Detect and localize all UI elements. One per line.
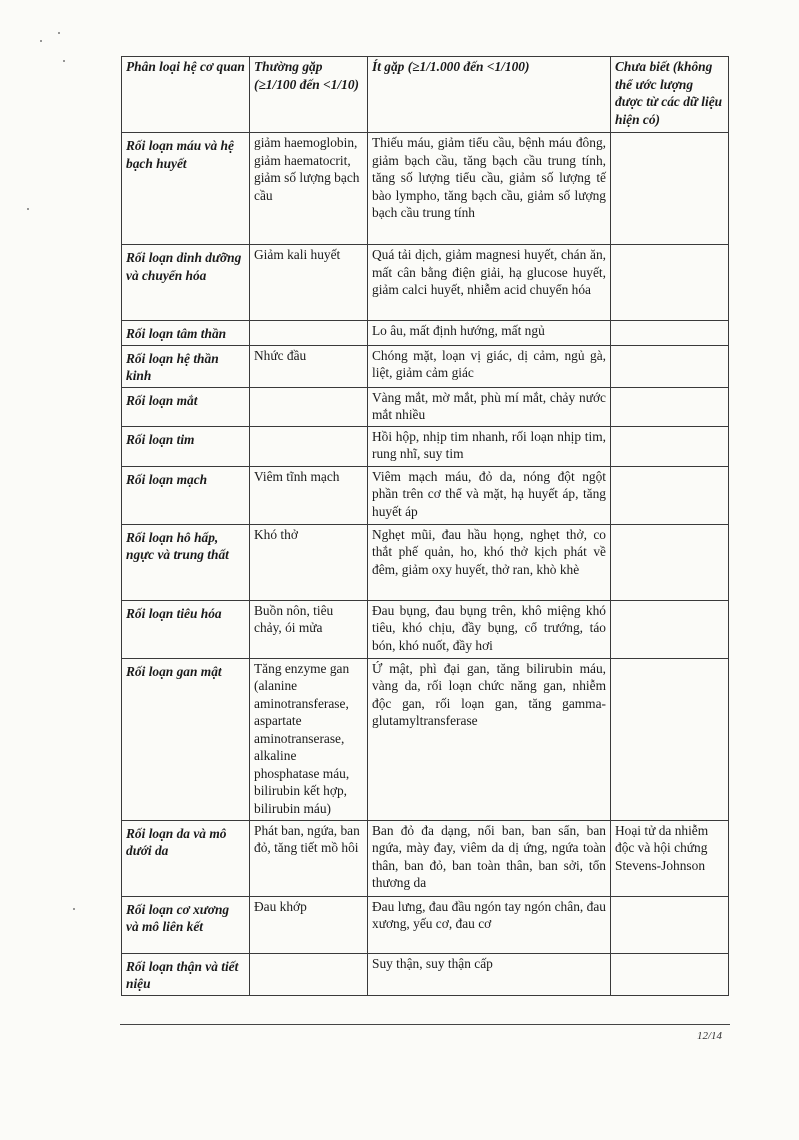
common-cell xyxy=(250,321,368,346)
scan-speck xyxy=(73,908,75,910)
common-cell: Phát ban, ngứa, ban đỏ, tăng tiết mồ hôi xyxy=(250,820,368,896)
table-row xyxy=(122,245,729,321)
unknown-cell xyxy=(611,426,729,466)
adverse-reactions-table xyxy=(121,56,729,996)
uncommon-cell: Đau lưng, đau đầu ngón tay ngón chân, đau xương, yếu cơ, đau cơ xyxy=(368,896,611,953)
common-cell xyxy=(250,387,368,426)
unknown-cell xyxy=(611,466,729,524)
table-row xyxy=(122,820,729,896)
table-row xyxy=(122,321,729,346)
uncommon-cell: Lo âu, mất định hướng, mất ngủ xyxy=(368,321,611,346)
organ-class-cell: Rối loạn dinh dưỡng và chuyển hóa xyxy=(122,245,250,321)
footer-divider xyxy=(120,1024,730,1025)
uncommon-cell: Suy thận, suy thận cấp xyxy=(368,953,611,995)
unknown-cell xyxy=(611,524,729,600)
organ-class-cell: Rối loạn mạch xyxy=(122,466,250,524)
table-row xyxy=(122,600,729,658)
table-row xyxy=(122,345,729,387)
uncommon-cell: Đau bụng, đau bụng trên, khô miệng khó tiêu, khó chịu, đầy bụng, cổ trướng, táo bón, khó nuốt, đầy hơi xyxy=(368,600,611,658)
common-cell: Khó thở xyxy=(250,524,368,600)
common-cell: Nhức đầu xyxy=(250,345,368,387)
table-row xyxy=(122,426,729,466)
common-cell: Đau khớp xyxy=(250,896,368,953)
organ-class-cell: Rối loạn hệ thần kinh xyxy=(122,345,250,387)
uncommon-cell: Viêm mạch máu, đỏ da, nóng đột ngột phần trên cơ thể và mặt, hạ huyết áp, tăng huyết áp xyxy=(368,466,611,524)
page-number: 12/14 xyxy=(697,1030,723,1042)
header-unknown: Chưa biết (không thể ước lượng được từ các dữ liệu hiện có) xyxy=(611,57,729,133)
organ-class-cell: Rối loạn máu và hệ bạch huyết xyxy=(122,133,250,245)
organ-class-cell: Rối loạn tâm thần xyxy=(122,321,250,346)
unknown-cell xyxy=(611,658,729,820)
scan-speck xyxy=(27,208,29,210)
uncommon-cell: Vàng mắt, mờ mắt, phù mí mắt, chảy nước mắt nhiều xyxy=(368,387,611,426)
common-cell: Giảm kali huyết xyxy=(250,245,368,321)
unknown-cell xyxy=(611,133,729,245)
header-uncommon: Ít gặp (≥1/1.000 đến <1/100) xyxy=(368,57,611,133)
organ-class-cell: Rối loạn gan mật xyxy=(122,658,250,820)
scan-speck xyxy=(58,32,60,34)
unknown-cell xyxy=(611,600,729,658)
unknown-cell xyxy=(611,321,729,346)
uncommon-cell: Chóng mặt, loạn vị giác, dị cảm, ngủ gà, liệt, giảm cảm giác xyxy=(368,345,611,387)
common-cell: giảm haemoglobin, giảm haematocrit, giảm số lượng bạch cầu xyxy=(250,133,368,245)
table-row xyxy=(122,466,729,524)
organ-class-cell: Rối loạn mắt xyxy=(122,387,250,426)
organ-class-cell: Rối loạn hô hấp, ngực và trung thất xyxy=(122,524,250,600)
organ-class-cell: Rối loạn thận và tiết niệu xyxy=(122,953,250,995)
common-cell: Buồn nôn, tiêu chảy, ói mửa xyxy=(250,600,368,658)
unknown-cell xyxy=(611,896,729,953)
table-header-row xyxy=(122,57,729,133)
table-row xyxy=(122,524,729,600)
header-organ-class: Phân loại hệ cơ quan xyxy=(122,57,250,133)
table-row xyxy=(122,133,729,245)
common-cell: Tăng enzyme gan (alanine aminotransferase, aspartate aminotranserase, alkaline phosphatase máu, bilirubin kết hợp, bilirubin máu) xyxy=(250,658,368,820)
common-cell xyxy=(250,426,368,466)
uncommon-cell: Thiếu máu, giảm tiểu cầu, bệnh máu đông, giảm bạch cầu, tăng bạch cầu trung tính, tăng số lượng tiểu cầu, giảm số lượng tế bào lympho, tăng bạch cầu, giảm số lượng bạch cầu trung tính xyxy=(368,133,611,245)
header-common: Thường gặp (≥1/100 đến <1/10) xyxy=(250,57,368,133)
organ-class-cell: Rối loạn cơ xương và mô liên kết xyxy=(122,896,250,953)
unknown-cell xyxy=(611,387,729,426)
table-row xyxy=(122,387,729,426)
uncommon-cell: Hồi hộp, nhịp tim nhanh, rối loạn nhịp tim, rung nhĩ, suy tim xyxy=(368,426,611,466)
table-row xyxy=(122,953,729,995)
organ-class-cell: Rối loạn da và mô dưới da xyxy=(122,820,250,896)
uncommon-cell: Ban đỏ đa dạng, nổi ban, ban sẩn, ban ngứa, mày đay, viêm da dị ứng, ngứa toàn thân, ban đỏ, ban toàn thân, ban sởi, tổn thương da xyxy=(368,820,611,896)
common-cell xyxy=(250,953,368,995)
scan-speck xyxy=(63,60,65,62)
unknown-cell xyxy=(611,245,729,321)
unknown-cell xyxy=(611,345,729,387)
scan-speck xyxy=(40,40,42,42)
organ-class-cell: Rối loạn tiêu hóa xyxy=(122,600,250,658)
common-cell: Viêm tĩnh mạch xyxy=(250,466,368,524)
table-row xyxy=(122,658,729,820)
unknown-cell: Hoại tử da nhiễm độc và hội chứng Stevens-Johnson xyxy=(611,820,729,896)
uncommon-cell: Ứ mật, phì đại gan, tăng bilirubin máu, vàng da, rối loạn chức năng gan, nhiễm độc gan, rối loạn gan, tăng gamma-glutamyltransferase xyxy=(368,658,611,820)
uncommon-cell: Nghẹt mũi, đau hầu họng, nghẹt thở, co thắt phế quản, ho, khó thở kịch phát về đêm, giảm oxy huyết, thở ran, khò khè xyxy=(368,524,611,600)
table-row xyxy=(122,896,729,953)
unknown-cell xyxy=(611,953,729,995)
organ-class-cell: Rối loạn tim xyxy=(122,426,250,466)
uncommon-cell: Quá tải dịch, giảm magnesi huyết, chán ăn, mất cân bằng điện giải, hạ glucose huyết, giảm calci huyết, nhiễm acid chuyển hóa xyxy=(368,245,611,321)
